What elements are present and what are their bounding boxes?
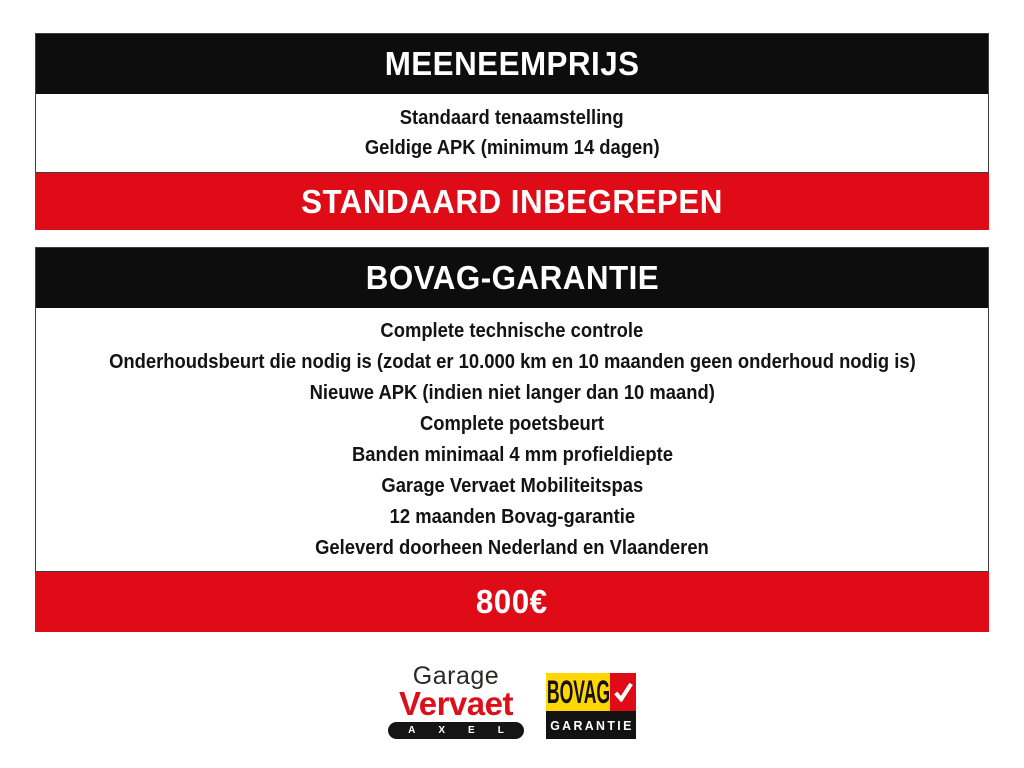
warranty-item-text: 12 maanden Bovag-garantie xyxy=(389,505,635,528)
bovag-garantie-title: BOVAG-GARANTIE xyxy=(365,259,659,296)
bovag-garantie-logo xyxy=(546,673,636,739)
list-item xyxy=(36,502,988,533)
warranty-item-text: Complete technische controle xyxy=(380,319,644,342)
banner-standaard-inbegrepen xyxy=(35,173,989,230)
card-meeneemprijs-box xyxy=(35,33,989,173)
meeneemprijs-title: MEENEEMPRIJS xyxy=(384,45,640,82)
warranty-item-text: Nieuwe APK (indien niet langer dan 10 maand) xyxy=(309,381,715,404)
list-item xyxy=(36,440,988,471)
banner-standaard-inbegrepen-text: STANDAARD INBEGREPEN xyxy=(301,182,723,220)
warranty-item-text: Onderhoudsbeurt die nodig is (zodat er 10.000 km en 10 maanden geen onderhoud nodig is) xyxy=(108,350,916,373)
meeneemprijs-header xyxy=(36,34,988,94)
bovag-logo-label-text: GARANTIE xyxy=(550,717,634,733)
garage-logo-axel-badge xyxy=(388,722,527,739)
bovag-logo-top xyxy=(546,673,636,711)
list-item xyxy=(36,378,988,409)
bovag-logo-check-cell xyxy=(610,673,636,711)
card-bovag-garantie-box xyxy=(35,247,989,572)
bovag-garantie-header xyxy=(36,248,988,308)
bovag-logo-brand-cell xyxy=(546,673,610,711)
included-item-text: Geldige APK (minimum 14 dagen) xyxy=(364,136,660,159)
warranty-item-text: Geleverd doorheen Nederland en Vlaanderen xyxy=(315,536,709,559)
checkmark-icon xyxy=(613,682,633,702)
list-item xyxy=(36,316,988,347)
list-item xyxy=(36,471,988,502)
list-item xyxy=(36,533,988,564)
meeneemprijs-items xyxy=(36,94,988,172)
list-item xyxy=(36,133,988,163)
card-meeneemprijs xyxy=(35,33,989,230)
footer-logos xyxy=(35,662,989,739)
warranty-item-text: Garage Vervaet Mobiliteitspas xyxy=(381,474,643,497)
bovag-garantie-items xyxy=(36,308,988,571)
warranty-item-text: Banden minimaal 4 mm profieldiepte xyxy=(351,443,673,466)
garage-logo-axel-text: AXEL xyxy=(408,725,527,736)
list-item xyxy=(36,409,988,440)
list-item xyxy=(36,103,988,133)
garage-logo-word-vervaet: Vervaet xyxy=(399,685,513,722)
bovag-logo-brand-text: BOVAG xyxy=(546,673,610,710)
garage-vervaet-logo xyxy=(388,662,527,739)
list-item xyxy=(36,347,988,378)
banner-price xyxy=(35,572,989,632)
garage-logo-word-garage: Garage xyxy=(412,662,500,690)
warranty-item-text: Complete poetsbeurt xyxy=(419,412,605,435)
price-info-poster xyxy=(35,33,989,739)
included-item-text: Standaard tenaamstelling xyxy=(400,106,624,129)
price-text: 800€ xyxy=(476,583,548,620)
bovag-logo-label-bar xyxy=(546,711,636,739)
card-bovag-garantie xyxy=(35,247,989,632)
